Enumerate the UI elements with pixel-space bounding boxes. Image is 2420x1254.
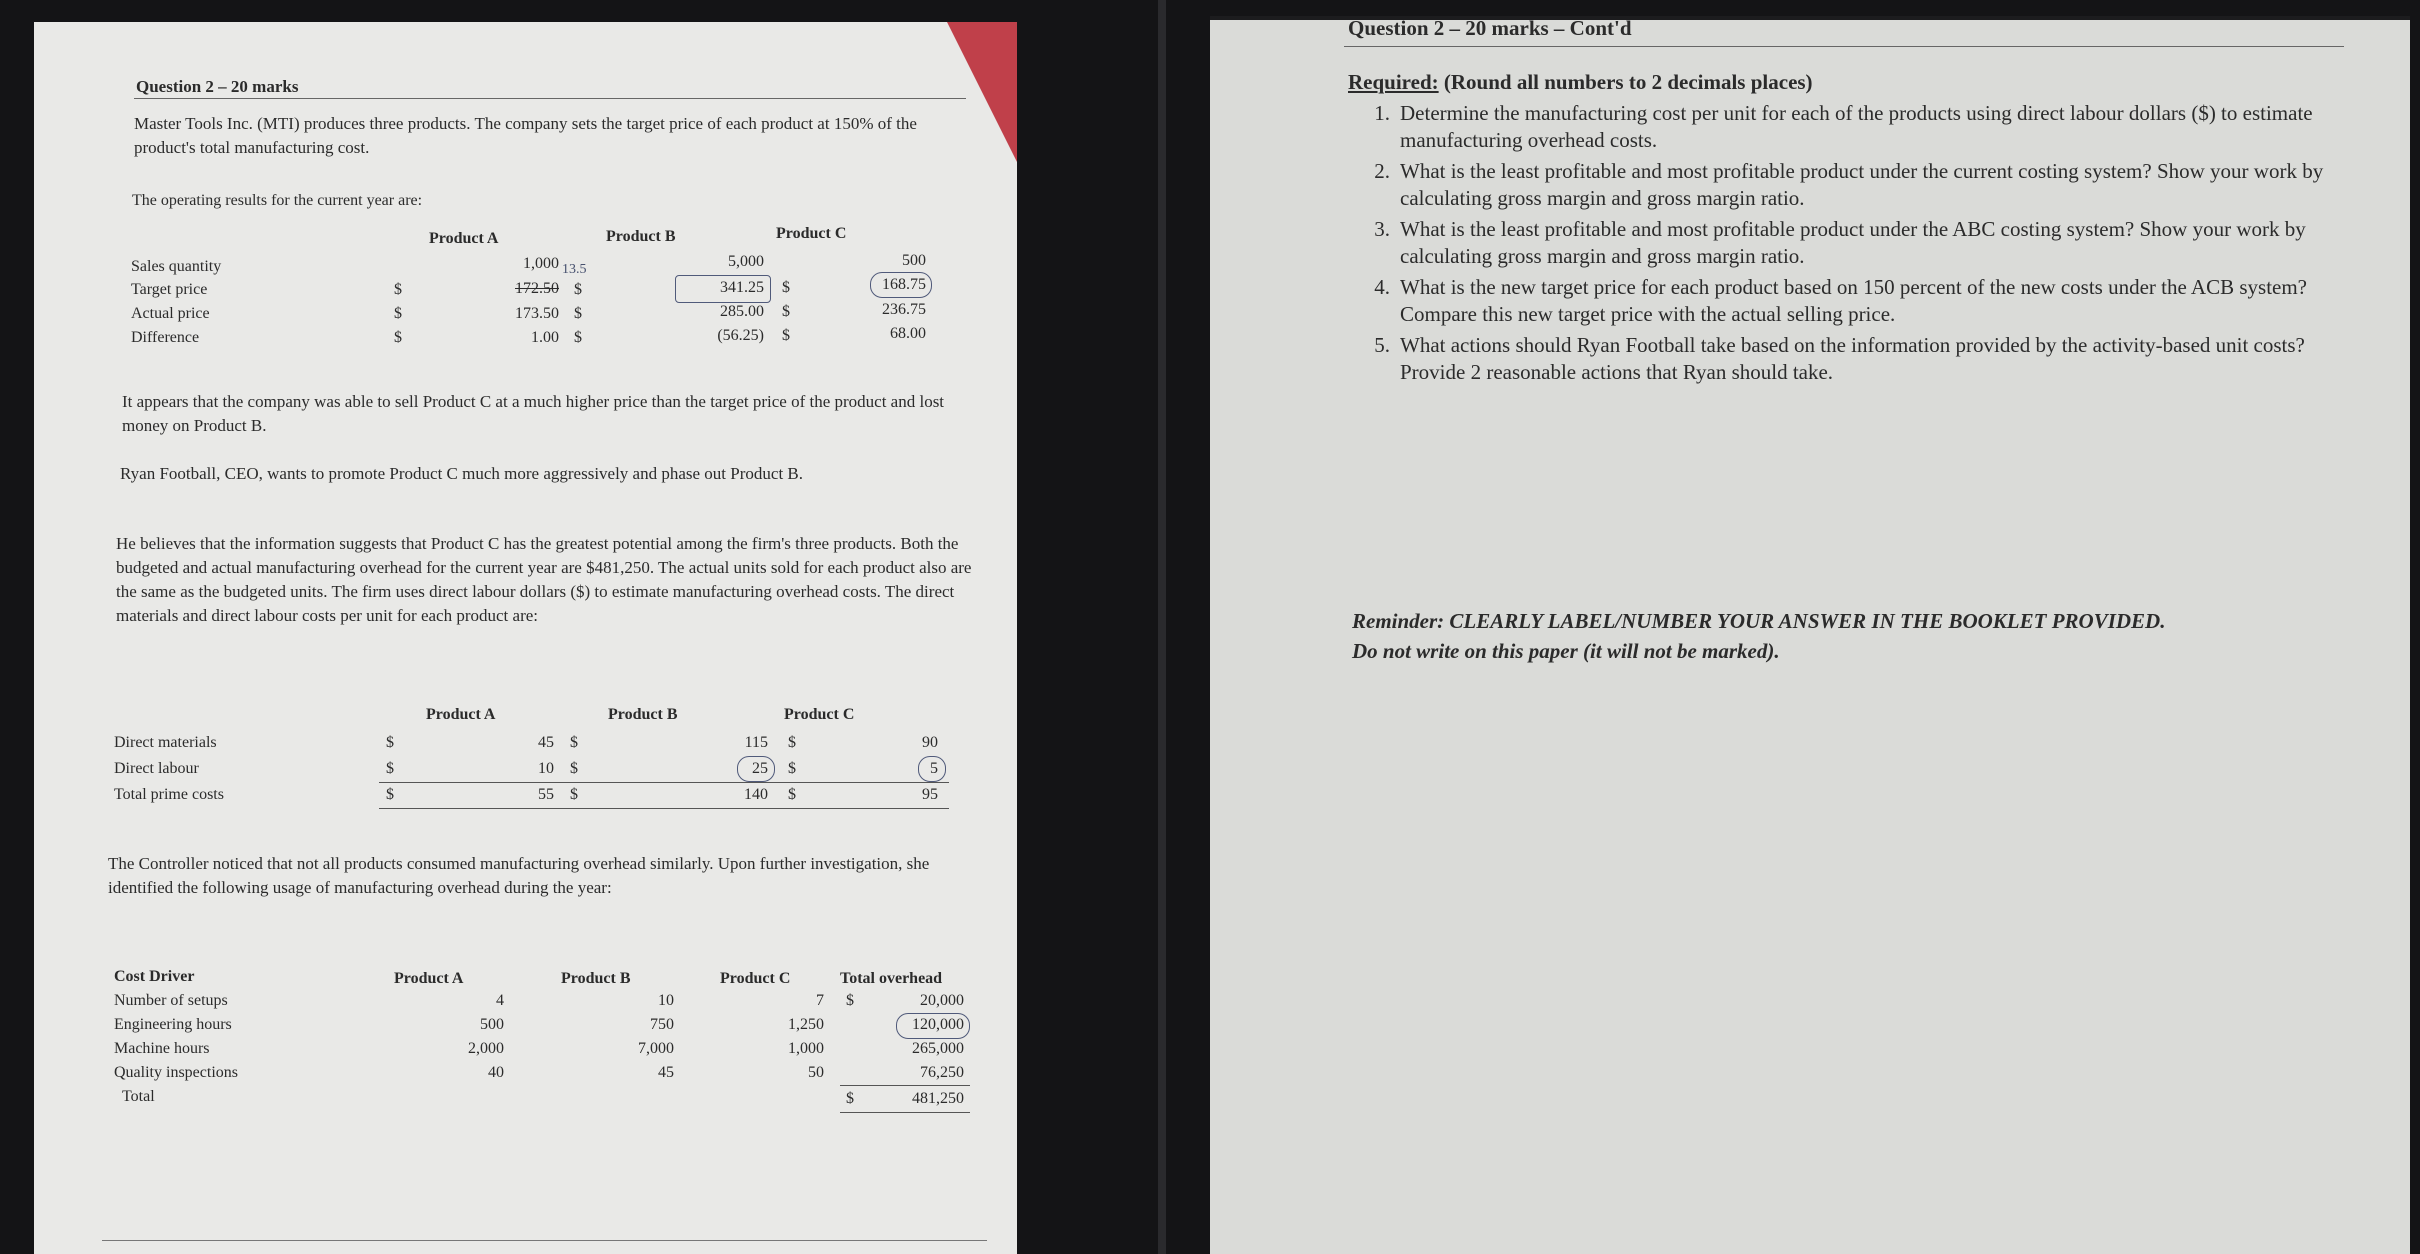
paragraph-overhead-info: He believes that the information suggests that Product C has the greatest potential among the firm's three products. Both the budgeted and actual manufacturing overhead for the current year are $481,250. The actual units sold for each product also are the same as the budgeted units. The firm uses direct labour dollars ($) to estimate manufacturing overhead costs. The direct materials and direct labour costs per unit for each product are: [116,534,972,625]
question-number: 2. [1374,159,1390,183]
t1-header-c: Product C [776,225,847,242]
t3-total-label: Total [122,1088,155,1105]
t2-currency: $ [570,786,578,803]
t1-currency: $ [782,279,790,296]
t1-currency: $ [394,305,402,322]
question-number: 3. [1374,217,1390,241]
reminder-line-1: Reminder: CLEARLY LABEL/NUMBER YOUR ANSWER IN THE BOOKLET PROVIDED. [1352,609,2166,633]
t1-currency: $ [782,303,790,320]
footer-rule [102,1240,987,1241]
t1-currency: $ [574,281,582,298]
t2-currency: $ [788,760,796,777]
question-text: What actions should Ryan Football take based on the information provided by the activity-based unit costs? Provide 2 reasonable actions that Ryan should take. [1400,333,2305,384]
question-text: What is the least profitable and most profitable product under the ABC costing system? Show your work by calculating gross margin and gross margin ratio. [1400,217,2306,268]
t3-subtotal-rule [840,1085,970,1086]
t3-b-value: 7,000 [638,1040,674,1057]
t3-currency: $ [846,992,854,1009]
question-item [1350,274,2370,328]
t1-c-actual: 236.75 [882,301,926,318]
t3-row-label: Machine hours [114,1040,210,1057]
question-number: 1. [1374,101,1390,125]
t3-header-driver: Cost Driver [114,968,195,985]
t1-row-label: Difference [131,329,200,346]
t2-c-labour: 5 [930,760,938,777]
page-gap [1158,0,1166,1254]
intro-paragraph: Master Tools Inc. (MTI) produces three products. The company sets the target price of each product at 150% of the product's total manufacturing cost. [134,114,917,157]
handwritten-circle [896,1013,970,1039]
questions-list [1350,100,2370,386]
t1-row-label: Sales quantity [131,258,222,275]
t2-currency: $ [570,734,578,751]
t1-c-quantity: 500 [902,252,926,269]
handwritten-note: 13.5 [562,262,587,277]
question-number: 4. [1374,275,1390,299]
t2-a-total: 55 [538,786,554,803]
handwritten-circle [675,275,771,303]
t1-header-a: Product A [429,230,499,247]
required-heading [1348,70,1813,95]
t2-subtotal-rule [379,782,949,783]
t1-currency: $ [574,329,582,346]
t3-b-value: 45 [658,1064,674,1081]
t2-row-label: Direct labour [114,760,199,777]
t2-total-rule [379,808,949,809]
title-rule [134,98,966,99]
t2-row-label: Total prime costs [114,786,224,803]
t1-currency: $ [782,327,790,344]
t3-grand-total: 481,250 [912,1090,964,1107]
t1-currency: $ [394,329,402,346]
t2-header-b: Product B [608,706,678,723]
t1-c-difference: 68.00 [890,325,926,342]
t3-c-value: 50 [808,1064,824,1081]
t3-header-total: Total overhead [840,970,943,987]
t3-total-value: 76,250 [920,1064,964,1081]
question-title: Question 2 – 20 marks [136,77,299,96]
t3-a-value: 500 [480,1016,504,1033]
title-rule [1344,46,2344,47]
question-item [1350,100,2370,154]
question-title-contd: Question 2 – 20 marks – Cont'd [1348,16,1632,40]
question-item [1350,332,2370,386]
t3-b-value: 10 [658,992,674,1009]
t2-currency: $ [788,734,796,751]
operating-results-label: The operating results for the current year are: [132,192,423,209]
t2-currency: $ [570,760,578,777]
handwritten-circle [870,272,932,298]
t3-b-value: 750 [650,1016,674,1033]
t1-b-target: 341.25 [720,279,764,296]
t1-a-difference: 1.00 [531,329,559,346]
question-text: What is the new target price for each product based on 150 percent of the new costs under the ACB system? Compare this new target price with the actual selling price. [1400,275,2307,326]
question-number: 5. [1374,333,1390,357]
t3-a-value: 40 [488,1064,504,1081]
t2-a-materials: 45 [538,734,554,751]
t2-currency: $ [386,786,394,803]
t2-c-materials: 90 [922,734,938,751]
t2-currency: $ [788,786,796,803]
t3-row-label: Quality inspections [114,1064,238,1081]
t2-b-materials: 115 [744,734,768,751]
t1-b-difference: (56.25) [717,327,764,344]
t2-a-labour: 10 [538,760,554,777]
t3-c-value: 1,250 [788,1016,824,1033]
required-note: (Round all numbers to 2 decimals places) [1443,70,1813,94]
paragraph-controller: The Controller noticed that not all products consumed manufacturing overhead similarly. Upon further investigation, she identified the following usage of manufacturing overhead during the year: [108,854,930,897]
t2-c-total: 95 [922,786,938,803]
paragraph-price-observation: It appears that the company was able to sell Product C at a much higher price than the target price of the product and lost money on Product B. [122,392,945,435]
question-item [1350,158,2370,212]
t3-header-a: Product A [394,970,464,987]
t3-c-value: 1,000 [788,1040,824,1057]
t2-header-a: Product A [426,706,496,723]
t3-total-rule [840,1112,970,1113]
exam-page-left [34,22,1017,1254]
t3-row-label: Number of setups [114,992,228,1009]
reminder-line-2: Do not write on this paper (it will not be marked). [1352,639,1780,663]
t1-row-label: Actual price [131,305,210,322]
t1-currency: $ [394,281,402,298]
t3-c-value: 7 [816,992,824,1009]
t1-a-target: 172.50 [515,280,559,297]
exam-page-right [1210,16,2410,1254]
paragraph-ceo-plan: Ryan Football, CEO, wants to promote Product C much more aggressively and phase out Product B. [120,464,804,483]
t1-b-actual: 285.00 [720,303,764,320]
t1-currency: $ [574,305,582,322]
required-label: Required: [1348,70,1439,94]
t1-c-target: 168.75 [882,276,926,293]
t2-currency: $ [386,760,394,777]
t2-row-label: Direct materials [114,734,217,751]
t3-header-b: Product B [561,970,631,987]
t3-total-value: 20,000 [920,992,964,1009]
t1-b-quantity: 5,000 [728,253,764,270]
t3-total-value: 265,000 [912,1040,964,1057]
t1-row-label: Target price [131,281,208,298]
question-text: What is the least profitable and most profitable product under the current costing system? Show your work by calculating gross margin and gross margin ratio. [1400,159,2324,210]
t1-a-actual: 173.50 [515,305,559,322]
t3-row-label: Engineering hours [114,1016,232,1033]
t2-b-total: 140 [744,786,768,803]
t3-header-c: Product C [720,970,791,987]
t3-total-value: 120,000 [912,1016,964,1033]
t1-header-b: Product B [606,228,676,245]
handwritten-circle [737,756,775,782]
t3-a-value: 2,000 [468,1040,504,1057]
handwritten-circle [918,756,946,782]
t1-a-quantity: 1,000 [523,255,559,272]
t3-currency: $ [846,1090,854,1107]
question-text: Determine the manufacturing cost per unit for each of the products using direct labour dollars ($) to estimate manufacturing overhead costs. [1400,101,2313,152]
t2-currency: $ [386,734,394,751]
t3-a-value: 4 [496,992,504,1009]
question-item [1350,216,2370,270]
t2-b-labour: 25 [752,760,768,777]
t2-header-c: Product C [784,706,855,723]
reminder-note [1352,606,2392,666]
